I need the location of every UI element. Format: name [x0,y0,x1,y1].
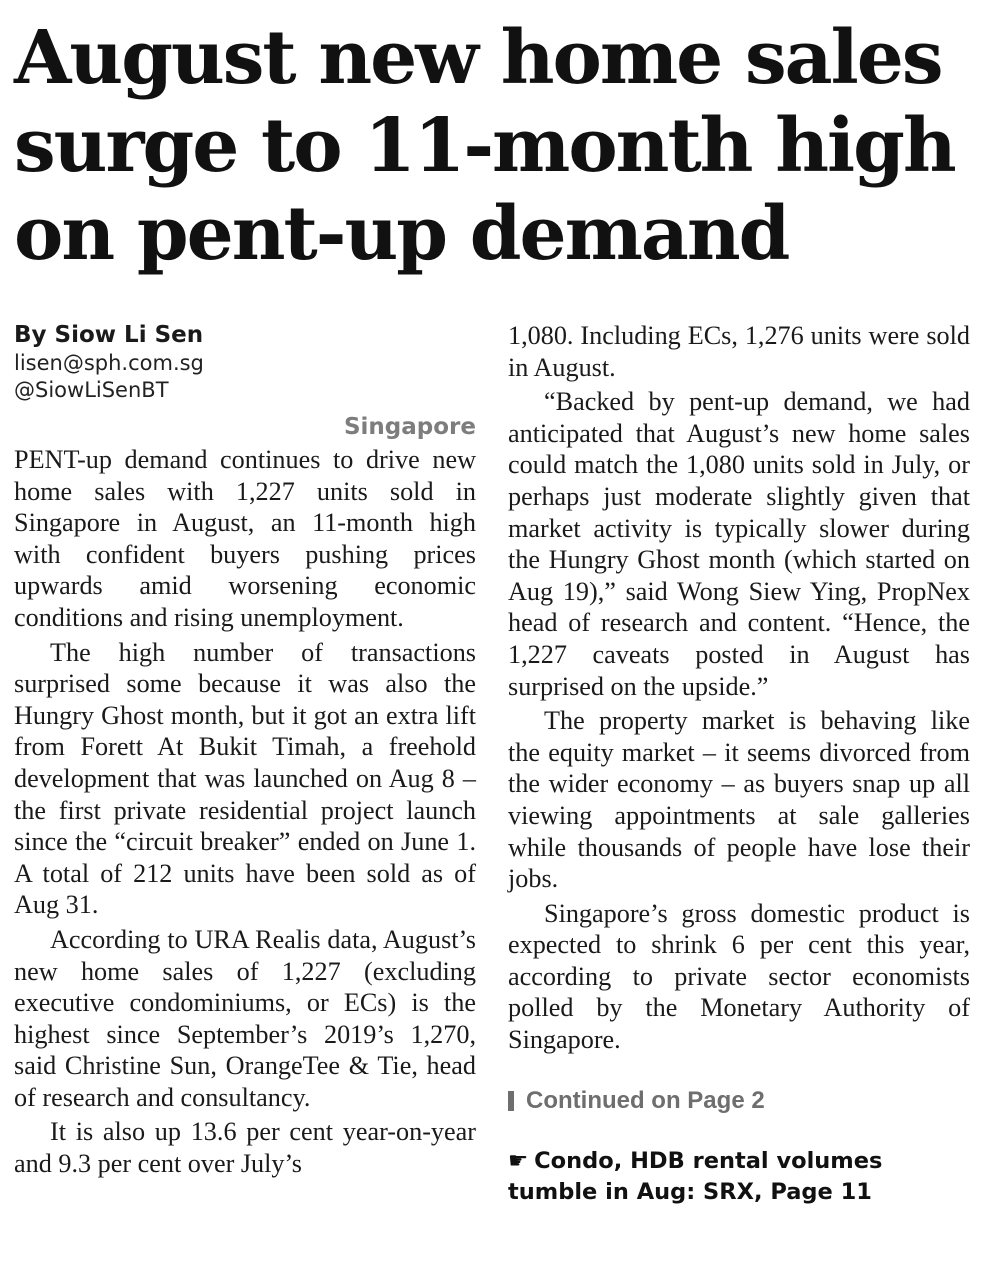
article-paragraph: PENT-up demand continues to drive new home sales with 1,227 units sold in Singapore in August, an 11-month high with confident buyers pushing prices upwards amid worsening economic conditions and rising unemployment. [14,445,476,632]
headline-line-2: surge to 11-month high [14,103,955,189]
article-column-right [508,320,970,1208]
dateline: Singapore [343,414,476,440]
headline-line-1: August new home sales [14,15,942,101]
byline-name: By Siow Li Sen [14,322,204,348]
headline-line-3: on pent-up demand [14,191,789,277]
article-body-right [508,320,970,1056]
article-paragraph: 1,080. Including ECs, 1,276 units were sold in August. [508,321,970,382]
teaser-line-2: tumble in Aug: SRX, Page 11 [508,1178,872,1205]
byline-twitter[interactable]: @SiowLiSenBT [14,378,169,402]
article-paragraph: Singapore’s gross domestic product is expected to shrink 6 per cent this year, according to private sector economists polled by the Monetary Authority of Singapore. [508,898,970,1055]
continued-link[interactable] [508,1086,970,1116]
article-paragraph: The property market is behaving like the equity market – it seems divorced from the wider economy – as buyers snap up all viewing appointments at sale galleries while thousands of people have lose their jobs. [508,706,970,894]
pointing-hand-icon: ☛ [508,1147,529,1174]
article-paragraph: It is also up 13.6 per cent year-on-year and 9.3 per cent over July’s [14,1117,476,1179]
article-body-left [14,444,476,1180]
article-column-left [14,320,476,1183]
article-paragraph: “Backed by pent-up demand, we had anticipated that August’s new home sales could match the 1,080 units sold in July, or perhaps just moderate slightly given that market activity is typically slower during the Hungry Ghost month (which started on Aug 19),” said Wong Siew Ying, PropNex head of research and content. “Hence, the 1,227 caveats posted in August has surprised on the upside.” [508,387,970,701]
byline-email[interactable]: lisen@sph.com.sg [14,351,204,375]
byline [14,320,476,404]
teaser-line-1: Condo, HDB rental volumes [534,1147,883,1174]
article-paragraph: The high number of transactions surprised some because it was also the Hungry Ghost month, but it got an extra lift from Forett At Bukit Timah, a freehold development that was launched on Aug 8 – the first private residential project launch since the “circuit breaker” ended on June 1. A total of 212 units have been sold as of Aug 31. [14,637,476,920]
related-story-teaser[interactable] [508,1146,970,1208]
bar-icon [508,1091,514,1111]
headline [14,14,974,278]
continued-label: Continued on Page 2 [526,1086,765,1114]
article-paragraph: According to URA Realis data, August’s new home sales of 1,227 (excluding executive condominiums, or ECs) is the highest since September’s 2019’s 1,270, said Christine Sun, OrangeTee & Tie, head of research and consultancy. [14,924,476,1112]
